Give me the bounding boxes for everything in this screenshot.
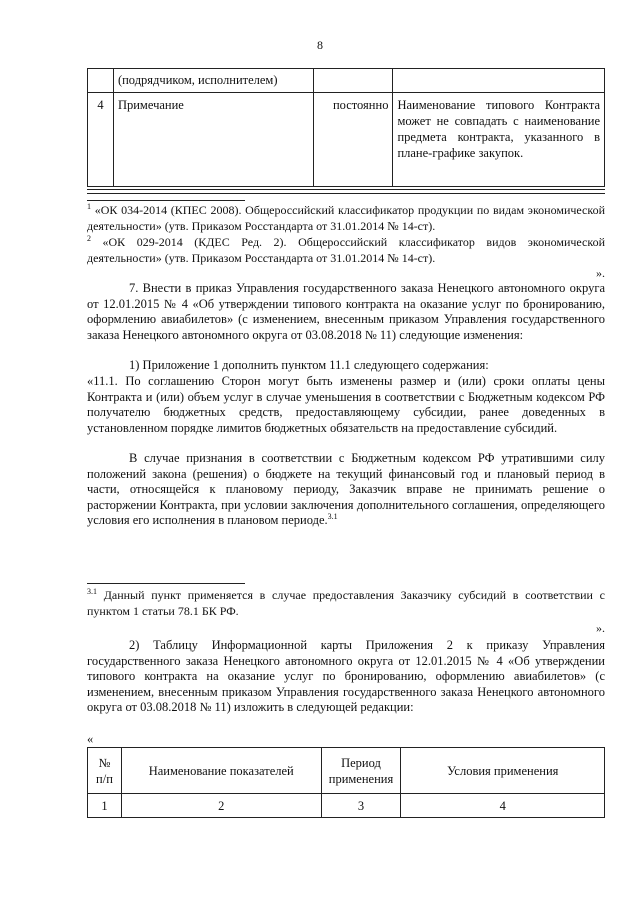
info-card-table — [87, 747, 605, 818]
footnote-ref: 3.1 — [327, 511, 338, 521]
table-cell-period: постоянно — [313, 93, 393, 187]
closing-quote: ». — [596, 621, 605, 635]
paragraph-11-1: «11.1. По соглашению Сторон могут быть изменены размер и (или) сроки оплаты цены Контракта и (или) объем услуг в случае уменьшения в соответствии с Бюджетным кодексом РФ получателю бюджетных средств, предоставляющему субсидии, ранее доведенных в установленном порядке лимитов бюджетных обязательств на предоставление субсидий. — [87, 374, 605, 435]
table-row — [88, 794, 605, 818]
table-cell: 2 — [121, 794, 321, 818]
footnote-1 — [87, 203, 605, 234]
paragraph-7-2: 2) Таблицу Информационной карты Приложения 2 к приказу Управления государственного заказа Ненецкого автономного округа от 12.01.2015 № 4 «Об утверждении типового контракта на оказание услуг по бронированию, оформлению авиабилетов» (с изменением, внесенным приказом Управления государственного заказа Ненецкого автономного округа от 03.08.2018 № 11) изложить в следующей редакции: — [87, 638, 605, 714]
table-row — [88, 93, 605, 187]
paragraph-case-text: В случае признания в соответствии с Бюджетным кодексом РФ утратившими силу положений закона (решения) о бюджете на текущий финансовый год и плановый период в части, относящейся к плановому периоду, Заказчик вправе не принимать решение о расторжении Контракта, при условии заключения дополнительного соглашения, определяющего условия его исполнения в плановом периоде. — [87, 451, 605, 527]
table-cell-name: Примечание — [113, 93, 313, 187]
header-name: Наименование показателей — [121, 748, 321, 794]
table-cell-conditions: Наименование типового Контракта может не совпадать с наименование предмета контракта, указанного в плане-графике закупок. — [393, 93, 605, 187]
info-table-continuation — [87, 68, 605, 187]
table-cell-period — [313, 69, 393, 93]
page-number: 8 — [317, 38, 323, 52]
table-row — [88, 69, 605, 93]
table-cell: 4 — [401, 794, 605, 818]
footnote-rule — [87, 583, 245, 584]
footnote-text: «ОК 034-2014 (КПЕС 2008). Общероссийский классификатор продукции по видам экономической деятельности» (утв. Приказом Росстандарта от 31.01.2014 № 14-ст). — [87, 203, 605, 233]
table-cell-name: (подрядчиком, исполнителем) — [113, 69, 313, 93]
header-conditions: Условия применения — [401, 748, 605, 794]
table-cell: 1 — [88, 794, 122, 818]
footnote-2 — [87, 235, 605, 266]
footnote-rule — [87, 200, 245, 201]
closing-quote: ». — [596, 266, 605, 280]
table-cell-conditions — [393, 69, 605, 93]
header-num: № п/п — [88, 748, 122, 794]
footnote-mark: 2 — [87, 234, 91, 243]
footnote-text: «ОК 029-2014 (КДЕС Ред. 2). Общероссийский классификатор видов экономической деятельности» (утв. Приказом Росстандарта от 31.01.2014 № 14-ст). — [87, 235, 605, 265]
footnote-3-1 — [87, 588, 605, 619]
footnote-mark: 1 — [87, 202, 91, 211]
table-header-row — [88, 748, 605, 794]
footnote-mark: 3.1 — [87, 587, 97, 596]
table-cell: 3 — [321, 794, 401, 818]
paragraph-case — [87, 451, 605, 529]
table-double-rule — [87, 189, 605, 194]
table-cell-num: 4 — [88, 93, 114, 187]
footnote-text: Данный пункт применяется в случае предоставления Заказчику субсидий в соответствии с пунктом 1 статьи 78.1 БК РФ. — [87, 588, 605, 618]
header-period: Период применения — [321, 748, 401, 794]
paragraph-7: 7. Внести в приказ Управления государственного заказа Ненецкого автономного округа от 12.01.2015 № 4 «Об утверждении типового контракта на оказание услуг по бронированию, оформлению авиабилетов» (с изменением, внесенным приказом Управления государственного заказа Ненецкого автономного округа от 03.08.2018 № 11) следующие изменения: — [87, 281, 605, 342]
opening-quote: « — [87, 732, 94, 746]
paragraph-7-1: 1) Приложение 1 дополнить пунктом 11.1 следующего содержания: — [129, 358, 489, 372]
table-cell-num — [88, 69, 114, 93]
